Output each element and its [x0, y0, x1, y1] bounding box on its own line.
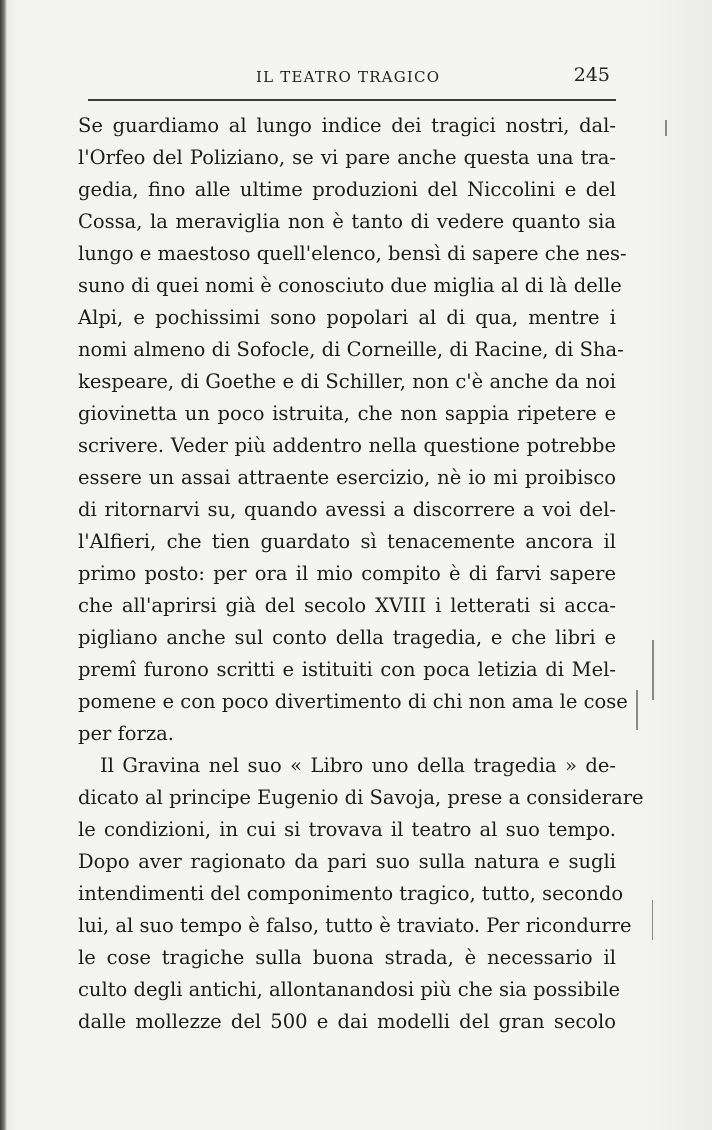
text-line: per forza.	[78, 722, 174, 745]
text-line: le cose tragiche sulla buona strada, è necessario il	[78, 946, 616, 969]
text-line: lui, al suo tempo è falso, tutto è traviato. Per ricondurre	[78, 914, 632, 937]
text-line: kespeare, di Goethe e di Schiller, non c'è anche da noi	[78, 370, 616, 393]
text-line: le condizioni, in cui si trovava il teatro al suo tempo.	[78, 818, 616, 841]
running-head	[76, 62, 616, 90]
text-line: intendimenti del componimento tragico, tutto, secondo	[78, 882, 624, 905]
header-rule	[88, 99, 616, 101]
binding-edge	[0, 0, 7, 1130]
text-line: gedia, fino alle ultime produzioni del Niccolini e del	[78, 178, 616, 201]
text-line: Alpi, e pochissimi sono popolari al di qua, mentre i	[78, 306, 616, 329]
text-line: giovinetta un poco istruita, che non sappia ripetere e	[78, 402, 616, 425]
text-line: Se guardiamo al lungo indice dei tragici nostri, dal-	[78, 114, 616, 137]
text-line: pomene e con poco divertimento di chi non ama le cose	[78, 690, 628, 713]
text-line: pigliano anche sul conto della tragedia, e che libri e	[78, 626, 616, 649]
text-line: essere un assai attraente esercizio, nè io mi proibisco	[78, 466, 616, 489]
text-line: lungo e maestoso quell'elenco, bensì di sapere che nes-	[78, 242, 627, 265]
text-line: che all'aprirsi già del secolo XVIII i letterati si acca-	[78, 594, 616, 617]
page-number: 245	[573, 64, 610, 86]
margin-mark	[652, 640, 654, 700]
running-title: IL TEATRO TRAGICO	[256, 68, 441, 86]
margin-mark	[652, 900, 653, 940]
text-line: Il Gravina nel suo « Libro uno della tragedia » de-	[100, 754, 616, 777]
text-line: culto degli antichi, allontanandosi più che sia possibile	[78, 978, 621, 1001]
text-line: Dopo aver ragionato da pari suo sulla natura e sugli	[78, 850, 616, 873]
text-line: primo posto: per ora il mio compito è di farvi sapere	[78, 562, 616, 585]
text-line: dicato al principe Eugenio di Savoja, prese a considerare	[78, 786, 644, 809]
text-line: di ritornarvi su, quando avessi a discorrere a voi del-	[78, 498, 616, 521]
margin-mark	[665, 120, 667, 136]
body-text	[78, 110, 644, 1038]
text-line: scrivere. Veder più addentro nella questione potrebbe	[78, 434, 616, 457]
text-line: dalle mollezze del 500 e dai modelli del gran secolo	[78, 1010, 616, 1033]
text-line: l'Orfeo del Poliziano, se vi pare anche questa una tra-	[78, 146, 616, 169]
margin-mark	[636, 690, 638, 730]
text-line: suno di quei nomi è conosciuto due miglia al di là delle	[78, 274, 622, 297]
text-line: nomi almeno di Sofocle, di Corneille, di Racine, di Sha-	[78, 338, 624, 361]
text-line: Cossa, la meraviglia non è tanto di vedere quanto sia	[78, 210, 616, 233]
text-line: l'Alfieri, che tien guardato sì tenacemente ancora il	[78, 530, 616, 553]
text-line: premî furono scritti e istituiti con poca letizia di Mel-	[78, 658, 616, 681]
